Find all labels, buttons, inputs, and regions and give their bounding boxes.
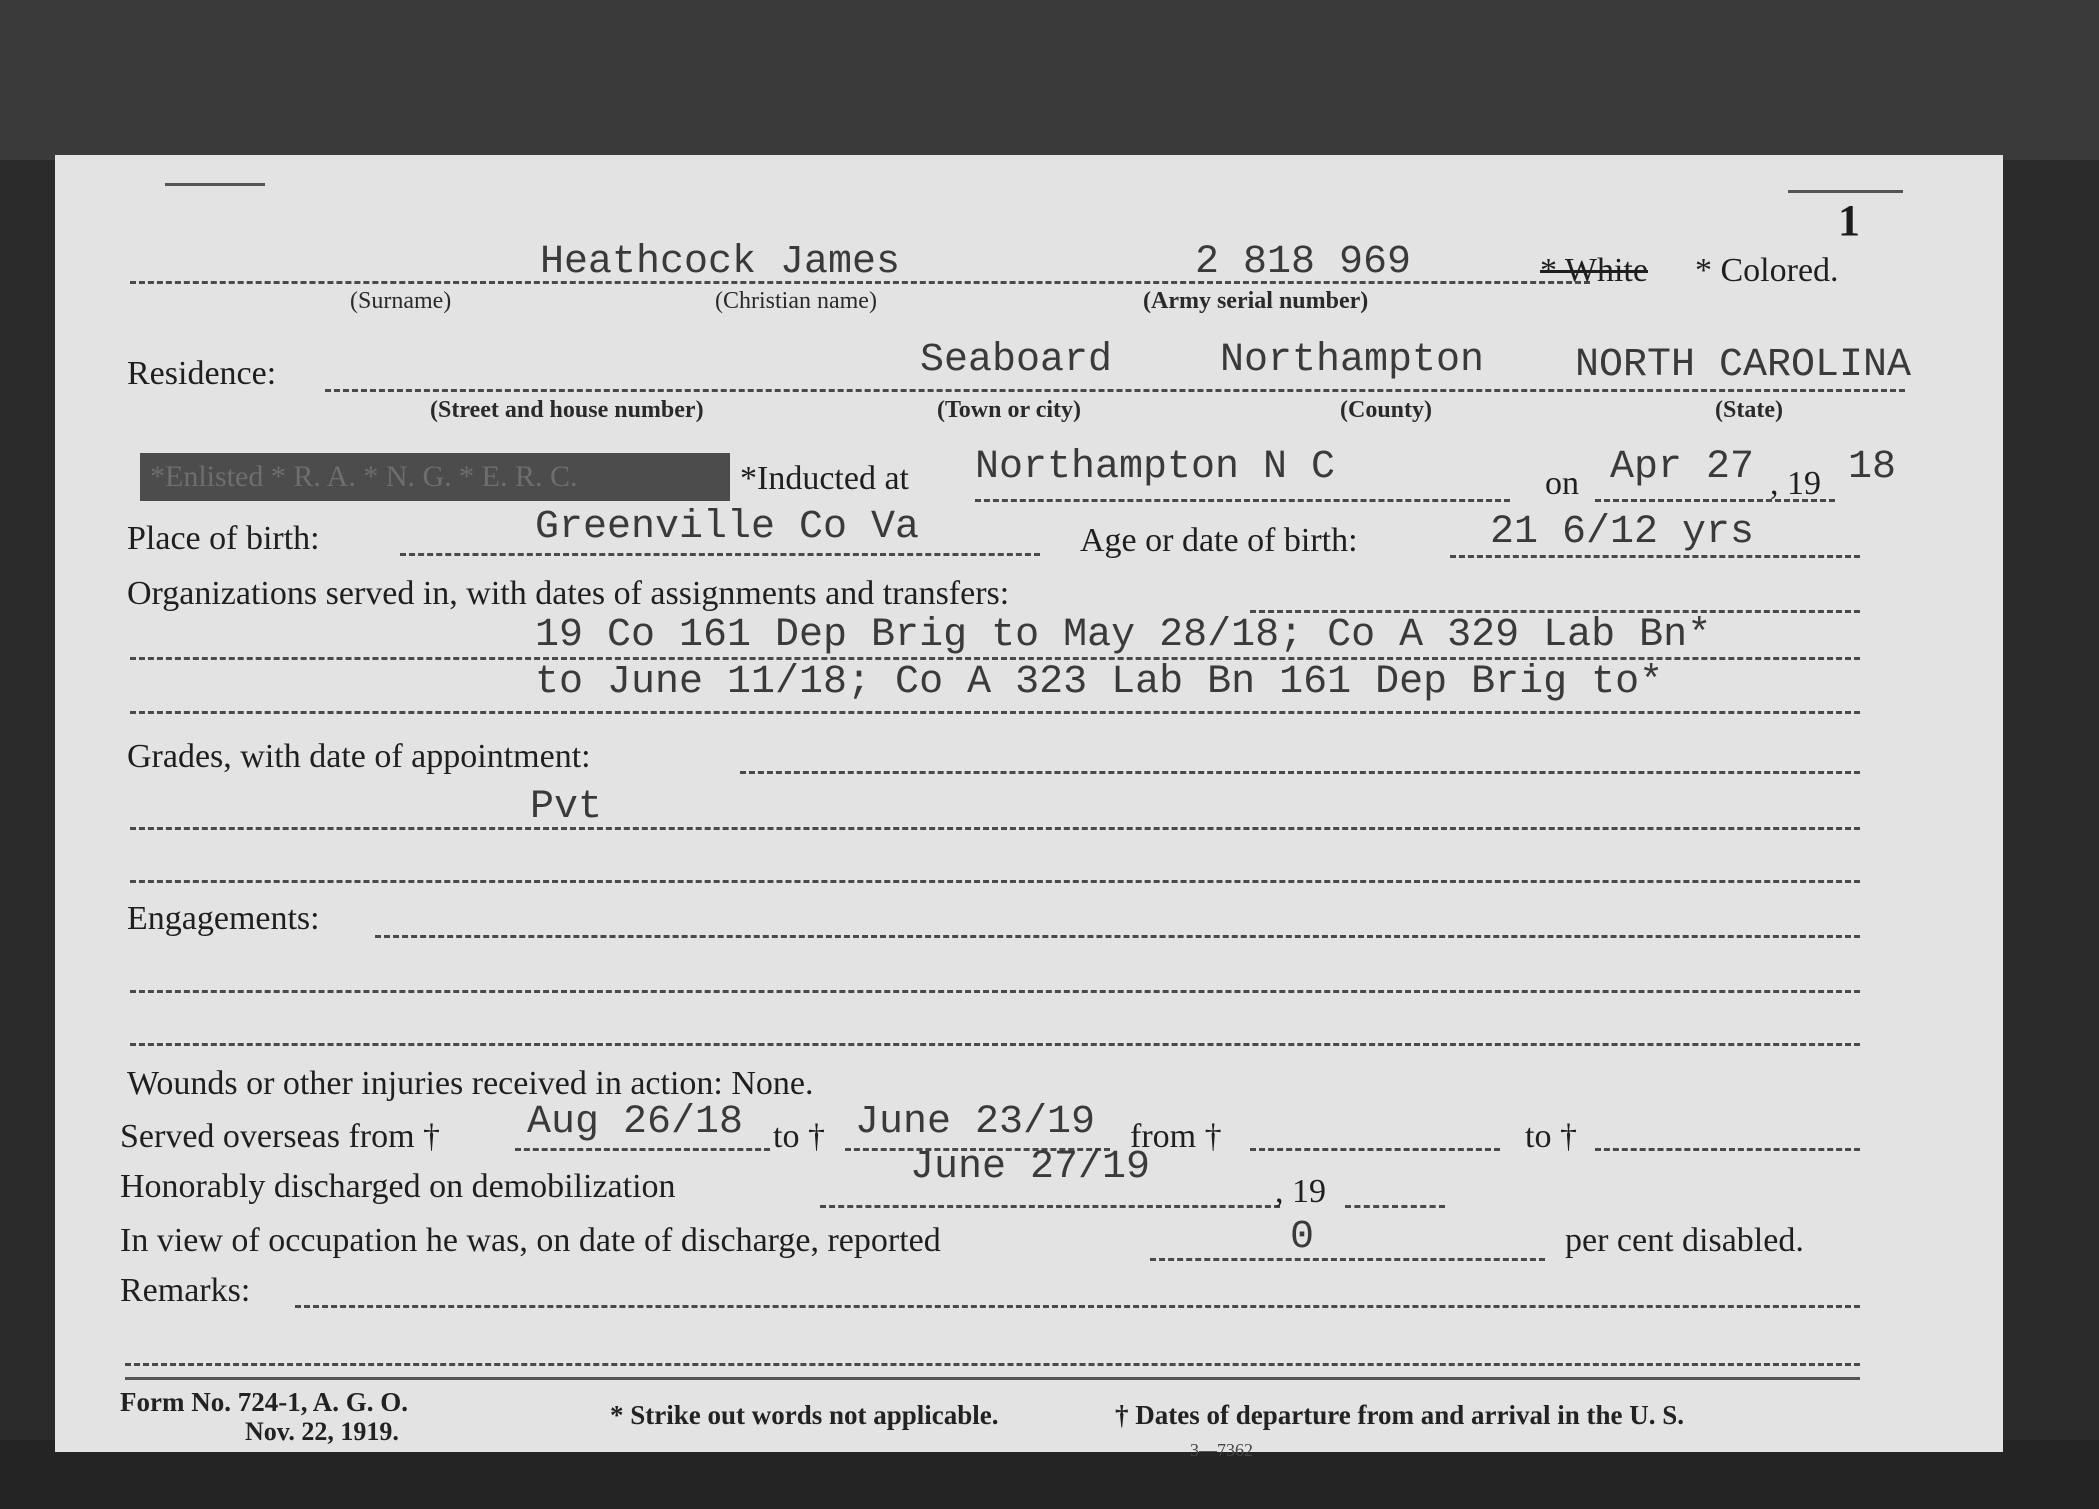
footnote-dates: † Dates of departure from and arrival in the U. S.: [1115, 1400, 1684, 1430]
engagements-line-2: [130, 1043, 1860, 1046]
caption-state: (State): [1715, 397, 1783, 423]
print-code: 3—7362: [1190, 1440, 1253, 1460]
race-colored-option: * Colored.: [1695, 252, 1839, 289]
residence-city-value: Seaboard: [920, 338, 1113, 383]
wounds-label: Wounds or other injuries received in action: None.: [127, 1065, 814, 1102]
inducted-year-prefix: , 19: [1770, 465, 1821, 502]
organizations-line-2-value: to June 11/18; Co A 323 Lab Bn 161 Dep Brig to*: [535, 660, 1664, 705]
grades-line-2: [130, 880, 1860, 883]
inducted-year-value: 18: [1848, 445, 1897, 490]
top-right-rule: [1788, 190, 1903, 193]
overseas-from-line: [515, 1148, 770, 1151]
organizations-line-2: [130, 711, 1860, 714]
residence-county-value: Northampton: [1220, 338, 1485, 383]
grade-value: Pvt: [530, 785, 603, 830]
footnote-strike: * Strike out words not applicable.: [610, 1400, 999, 1430]
engagements-label: Engagements:: [127, 900, 320, 937]
service-record-card: [55, 155, 2003, 1460]
card-number: 1: [1838, 196, 1860, 245]
age-label: Age or date of birth:: [1080, 522, 1358, 559]
birth-place-label: Place of birth:: [127, 520, 320, 557]
enlisted-options-redacted: *Enlisted * R. A. * N. G. * E. R. C.: [140, 453, 730, 501]
caption-town: (Town or city): [937, 397, 1081, 423]
overseas-second-to-label: to †: [1525, 1118, 1577, 1155]
caption-christian-name: (Christian name): [715, 288, 877, 314]
caption-street: (Street and house number): [430, 397, 704, 423]
discharge-year-label: , 19: [1275, 1173, 1326, 1210]
race-white-option: * White: [1540, 252, 1648, 289]
surname-name-value: Heathcock James: [540, 240, 901, 285]
birth-place-value: Greenville Co Va: [535, 505, 920, 550]
inducted-label: *Inducted at: [740, 460, 909, 497]
inducted-place-value: Northampton N C: [975, 445, 1336, 490]
inducted-place-line: [975, 499, 1510, 502]
footer-rule: [125, 1377, 1860, 1380]
organizations-label: Organizations served in, with dates of assignments and transfers:: [127, 575, 1010, 612]
name-line: [130, 281, 1590, 284]
engagements-line-0: [375, 935, 1860, 938]
organizations-line-1-value: 19 Co 161 Dep Brig to May 28/18; Co A 329 Lab Bn*: [535, 613, 1712, 658]
inducted-date-value: Apr 27: [1610, 445, 1755, 490]
remarks-line-0: [295, 1305, 1860, 1308]
residence-label: Residence:: [127, 355, 277, 392]
caption-serial-number: (Army serial number): [1143, 288, 1369, 314]
discharge-year-line: [1345, 1205, 1445, 1208]
grades-label: Grades, with date of appointment:: [127, 738, 591, 775]
remarks-line-1: [125, 1363, 1860, 1366]
disability-label: In view of occupation he was, on date of discharge, reported: [120, 1222, 941, 1259]
grades-line-0: [740, 771, 1860, 774]
serial-number-value: 2 818 969: [1195, 240, 1412, 285]
grades-line-1: [130, 827, 1860, 830]
birth-place-line: [400, 553, 1040, 556]
residence-state-value: NORTH CAROLINA: [1575, 343, 1912, 388]
form-date: Nov. 22, 1919.: [245, 1417, 399, 1446]
overseas-to-value: June 23/19: [855, 1100, 1096, 1145]
age-line: [1450, 555, 1860, 558]
disability-line: [1150, 1258, 1545, 1261]
top-left-rule: [165, 183, 265, 186]
caption-county: (County): [1340, 397, 1433, 423]
overseas-label: Served overseas from †: [120, 1118, 441, 1155]
caption-surname: (Surname): [350, 288, 452, 314]
overseas-second-from-label: from †: [1130, 1118, 1222, 1155]
residence-line: [325, 389, 1905, 392]
remarks-label: Remarks:: [120, 1272, 251, 1309]
form-number: Form No. 724-1, A. G. O.: [120, 1387, 408, 1417]
disability-suffix: per cent disabled.: [1565, 1222, 1804, 1259]
background-top: [0, 0, 2099, 160]
on-label: on: [1545, 465, 1579, 502]
engagements-line-1: [130, 990, 1860, 993]
overseas-second-to-line: [1595, 1148, 1860, 1151]
age-value: 21 6/12 yrs: [1490, 510, 1755, 555]
overseas-from-value: Aug 26/18: [527, 1100, 744, 1145]
discharge-date-line: [820, 1205, 1280, 1208]
overseas-second-from-line: [1250, 1148, 1500, 1151]
overseas-to-label: to †: [773, 1118, 825, 1155]
discharge-date-value: June 27/19: [910, 1145, 1151, 1190]
discharged-label: Honorably discharged on demobilization: [120, 1168, 676, 1205]
disability-value: 0: [1290, 1215, 1315, 1260]
